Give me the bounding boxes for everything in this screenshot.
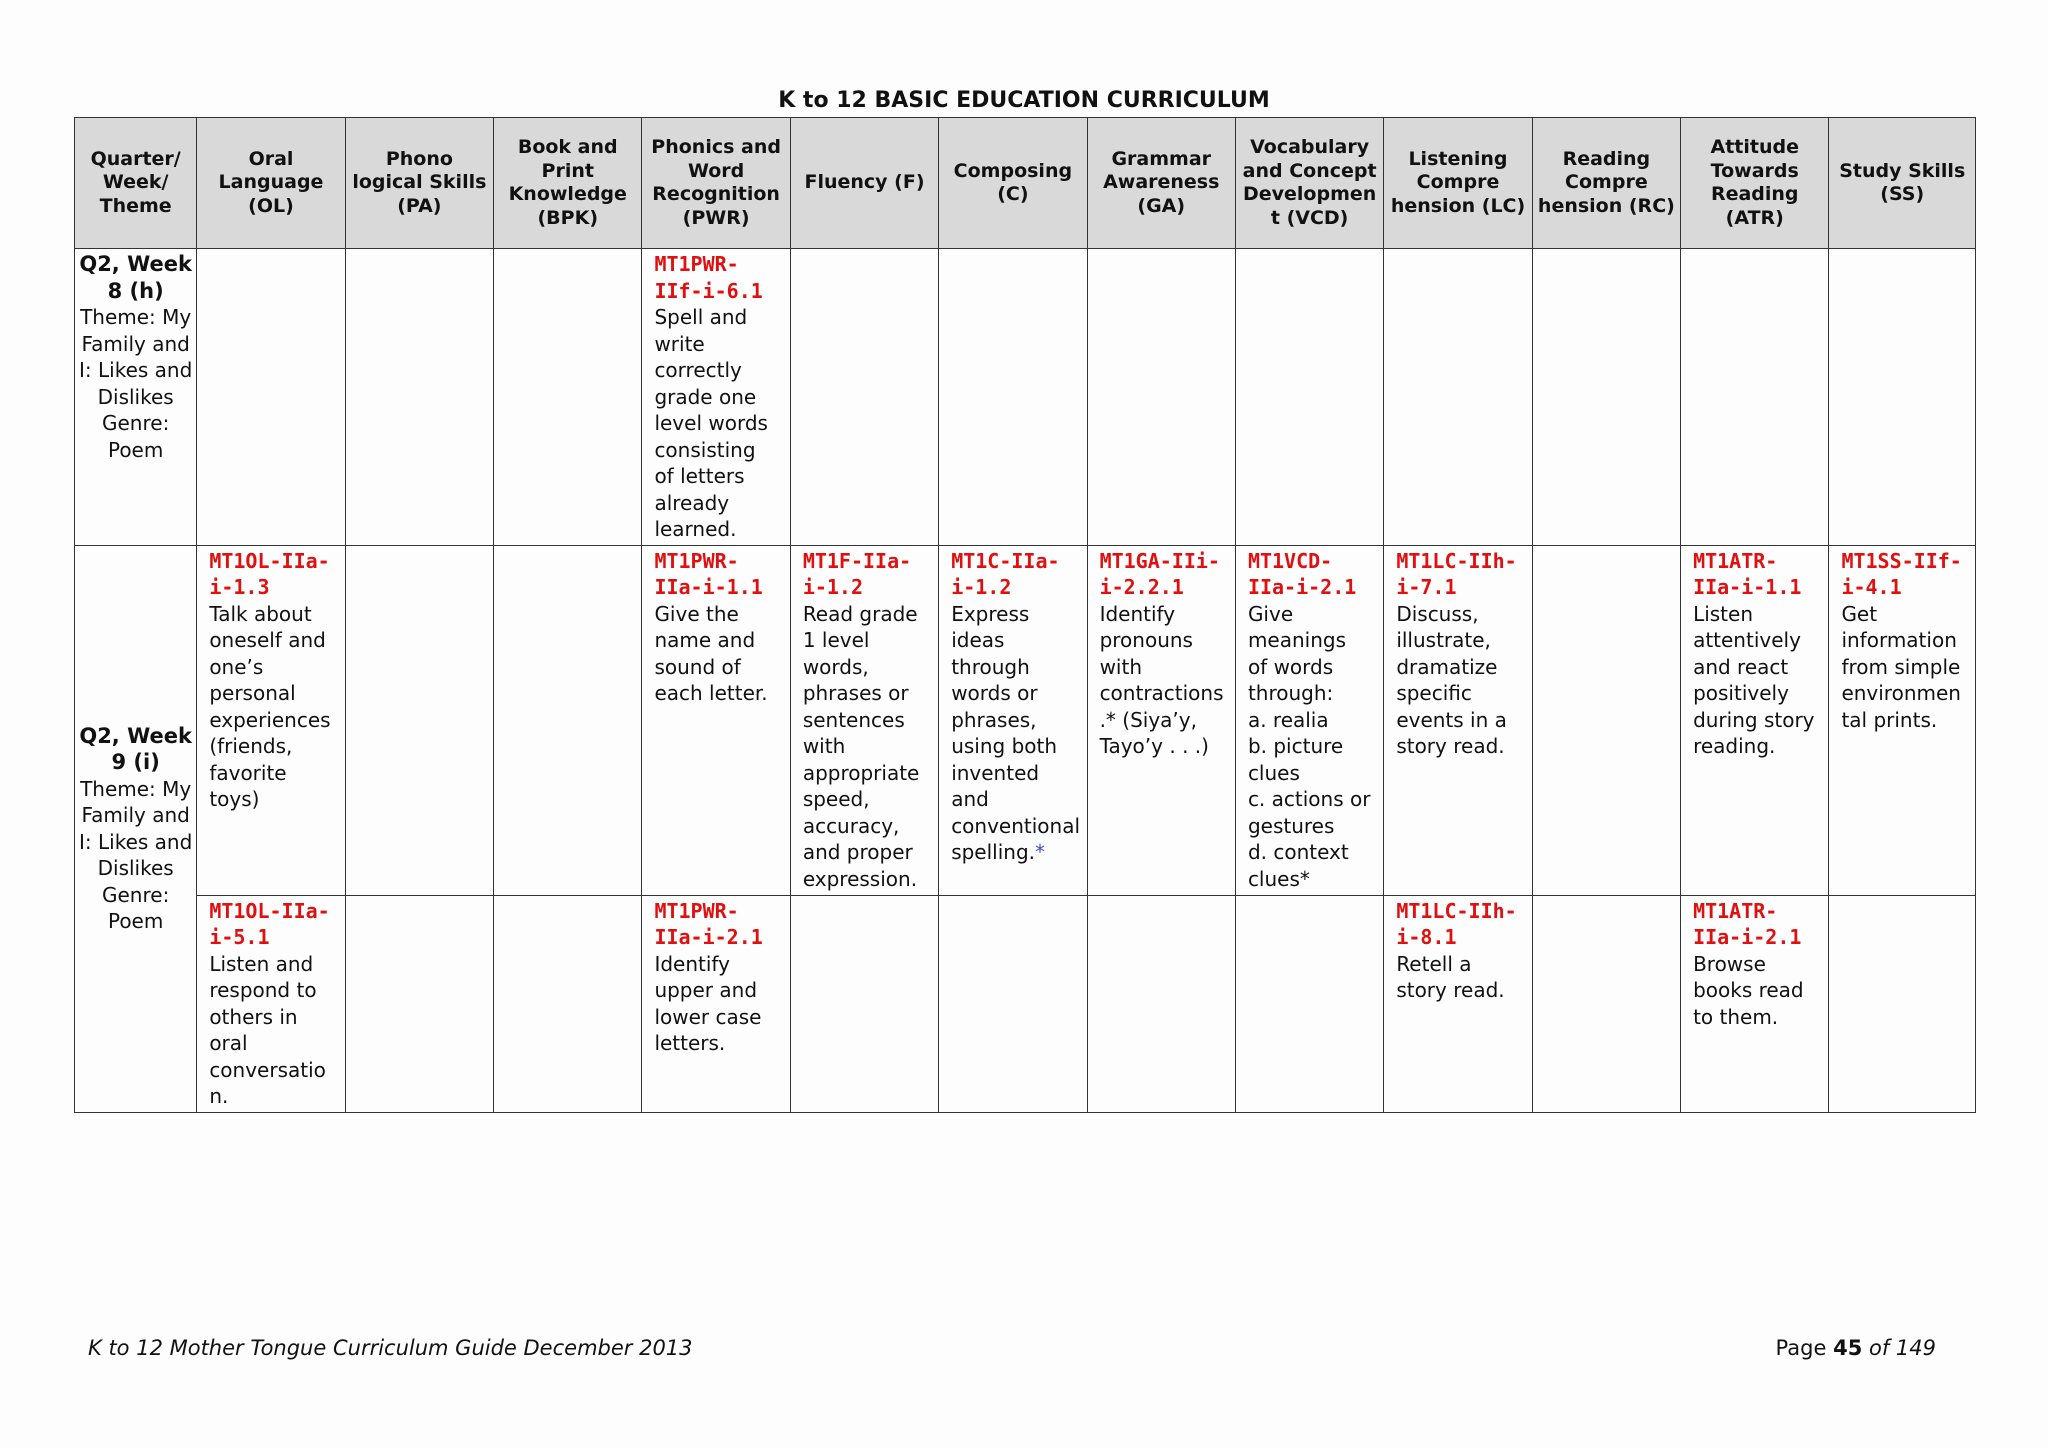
competency-code: MT1GA-IIi-i-2.2.1 bbox=[1099, 548, 1220, 599]
cell-atr bbox=[1681, 895, 1829, 1112]
header-row bbox=[75, 118, 1976, 249]
cell-atr bbox=[1681, 249, 1829, 546]
competency-text: Get information from simple environmen tal prints. bbox=[1841, 601, 1961, 732]
curriculum-table bbox=[74, 117, 1976, 1113]
vcd-item-realia: a. realia bbox=[1247, 707, 1329, 732]
cell-vcd bbox=[1235, 895, 1383, 1112]
cell-c bbox=[939, 249, 1087, 546]
cell-ol bbox=[197, 545, 345, 895]
competency-text: Talk about oneself and one’s personal experiences (friends, favorite toys) bbox=[209, 601, 331, 811]
competency-code: MT1ATR-IIa-i-2.1 bbox=[1693, 898, 1802, 949]
competency-code: MT1OL-IIa-i-1.3 bbox=[209, 548, 330, 599]
document-title: K to 12 BASIC EDUCATION CURRICULUM bbox=[778, 88, 1270, 113]
cell-vcd bbox=[1235, 249, 1383, 546]
cell-rc bbox=[1532, 545, 1680, 895]
page-total: of 149 bbox=[1869, 1336, 1936, 1360]
header-phonological-skills: Phono logical Skills (PA) bbox=[345, 118, 493, 249]
competency-text: Identify pronouns with contractions .* (Siya’y, Tayo’y . . .) bbox=[1099, 601, 1224, 758]
competency-code: MT1OL-IIa-i-5.1 bbox=[209, 898, 330, 949]
header-quarter: Quarter/ Week/ Theme bbox=[75, 118, 197, 249]
cell-c bbox=[939, 895, 1087, 1112]
table-row-week8 bbox=[75, 249, 1976, 546]
table-row-week9-a bbox=[75, 545, 1976, 895]
header-grammar-awareness: Grammar Awareness (GA) bbox=[1087, 118, 1235, 249]
competency-text: Browse books read to them. bbox=[1693, 951, 1804, 1029]
competency-code: MT1PWR-IIa-i-2.1 bbox=[654, 898, 763, 949]
cell-bpk bbox=[494, 545, 642, 895]
competency-text: Give meanings of words through: bbox=[1247, 601, 1347, 705]
competency-code: MT1ATR-IIa-i-1.1 bbox=[1693, 548, 1802, 599]
cell-ga bbox=[1087, 895, 1235, 1112]
quarter-theme: Theme: My Family and I: Likes and Dislikes Genre: Poem bbox=[79, 305, 193, 462]
competency-code: MT1F-IIa-i-1.2 bbox=[802, 548, 912, 599]
cell-bpk bbox=[494, 249, 642, 546]
cell-ss bbox=[1829, 249, 1976, 546]
cell-pwr bbox=[642, 545, 790, 895]
cell-lc bbox=[1384, 249, 1532, 546]
cell-pa bbox=[345, 545, 493, 895]
cell-f bbox=[790, 249, 938, 546]
cell-pwr bbox=[642, 249, 790, 546]
competency-code: MT1LC-IIh-i-8.1 bbox=[1396, 898, 1517, 949]
quarter-title: Q2, Week 9 (i) bbox=[79, 723, 192, 774]
header-composing: Composing (C) bbox=[939, 118, 1087, 249]
competency-code: MT1PWR-IIf-i-6.1 bbox=[654, 252, 763, 303]
header-phonics-word-recognition: Phonics and Word Recognition (PWR) bbox=[642, 118, 790, 249]
competency-text bbox=[951, 601, 1081, 866]
quarter-theme: Theme: My Family and I: Likes and Dislikes Genre: Poem bbox=[79, 776, 193, 933]
header-vocabulary-concept: Vocabulary and Concept Developmen t (VCD) bbox=[1235, 118, 1383, 249]
competency-code: MT1SS-IIf-i-4.1 bbox=[1841, 548, 1962, 599]
competency-text-body: Express ideas through words or phrases, using both invented and conventional spelling. bbox=[951, 601, 1081, 864]
header-book-print-knowledge: Book and Print Knowledge (BPK) bbox=[494, 118, 642, 249]
cell-bpk bbox=[494, 895, 642, 1112]
competency-text: Spell and write correctly grade one level words consisting of letters already learned. bbox=[654, 305, 768, 541]
competency-text: Read grade 1 level words, phrases or sentences with appropriate speed, accuracy, and proper expression. bbox=[802, 601, 920, 891]
competency-text: Discuss, illustrate, dramatize specific events in a story read. bbox=[1396, 601, 1507, 758]
page-prefix: Page bbox=[1775, 1336, 1827, 1360]
cell-atr bbox=[1681, 545, 1829, 895]
header-listening-comprehension: Listening Compre hension (LC) bbox=[1384, 118, 1532, 249]
header-oral-language: Oral Language (OL) bbox=[197, 118, 345, 249]
footer-page-number bbox=[1776, 1336, 1936, 1360]
cell-f bbox=[790, 545, 938, 895]
cell-rc bbox=[1532, 249, 1680, 546]
competency-text: Identify upper and lower case letters. bbox=[654, 951, 762, 1055]
quarter-title: Q2, Week 8 (h) bbox=[79, 252, 192, 303]
quarter-cell-week8 bbox=[75, 249, 197, 546]
vcd-item-picture-clues: b. picture clues bbox=[1247, 734, 1344, 785]
cell-ss bbox=[1829, 895, 1976, 1112]
cell-pwr bbox=[642, 895, 790, 1112]
quarter-cell-week9 bbox=[75, 545, 197, 1112]
competency-text: Listen attentively and react positively during story reading. bbox=[1693, 601, 1815, 758]
vcd-item-context-clues: d. context clues* bbox=[1247, 840, 1349, 891]
cell-ga bbox=[1087, 249, 1235, 546]
competency-code: MT1PWR-IIa-i-1.1 bbox=[654, 548, 763, 599]
asterisk-mark: * bbox=[1035, 840, 1046, 864]
competency-code: MT1LC-IIh-i-7.1 bbox=[1396, 548, 1517, 599]
header-attitude-towards-reading: Attitude Towards Reading (ATR) bbox=[1681, 118, 1829, 249]
cell-lc bbox=[1384, 545, 1532, 895]
competency-text: Listen and respond to others in oral conversatio n. bbox=[209, 951, 326, 1108]
cell-pa bbox=[345, 249, 493, 546]
table-row-week9-b bbox=[75, 895, 1976, 1112]
cell-ga bbox=[1087, 545, 1235, 895]
competency-code: MT1C-IIa-i-1.2 bbox=[951, 548, 1060, 599]
cell-c bbox=[939, 545, 1087, 895]
cell-f bbox=[790, 895, 938, 1112]
cell-ol bbox=[197, 249, 345, 546]
cell-ol bbox=[197, 895, 345, 1112]
header-reading-comprehension: Reading Compre hension (RC) bbox=[1532, 118, 1680, 249]
cell-pa bbox=[345, 895, 493, 1112]
competency-text: Retell a story read. bbox=[1396, 951, 1505, 1002]
footer-guide-title: K to 12 Mother Tongue Curriculum Guide December 2013 bbox=[88, 1336, 693, 1360]
header-study-skills: Study Skills (SS) bbox=[1829, 118, 1976, 249]
competency-text: Give the name and sound of each letter. bbox=[654, 601, 768, 705]
cell-vcd bbox=[1235, 545, 1383, 895]
cell-lc bbox=[1384, 895, 1532, 1112]
cell-rc bbox=[1532, 895, 1680, 1112]
cell-ss bbox=[1829, 545, 1976, 895]
header-fluency: Fluency (F) bbox=[790, 118, 938, 249]
vcd-item-actions: c. actions or gestures bbox=[1247, 787, 1371, 838]
page-current: 45 bbox=[1833, 1336, 1863, 1360]
competency-code: MT1VCD-IIa-i-2.1 bbox=[1247, 548, 1357, 599]
